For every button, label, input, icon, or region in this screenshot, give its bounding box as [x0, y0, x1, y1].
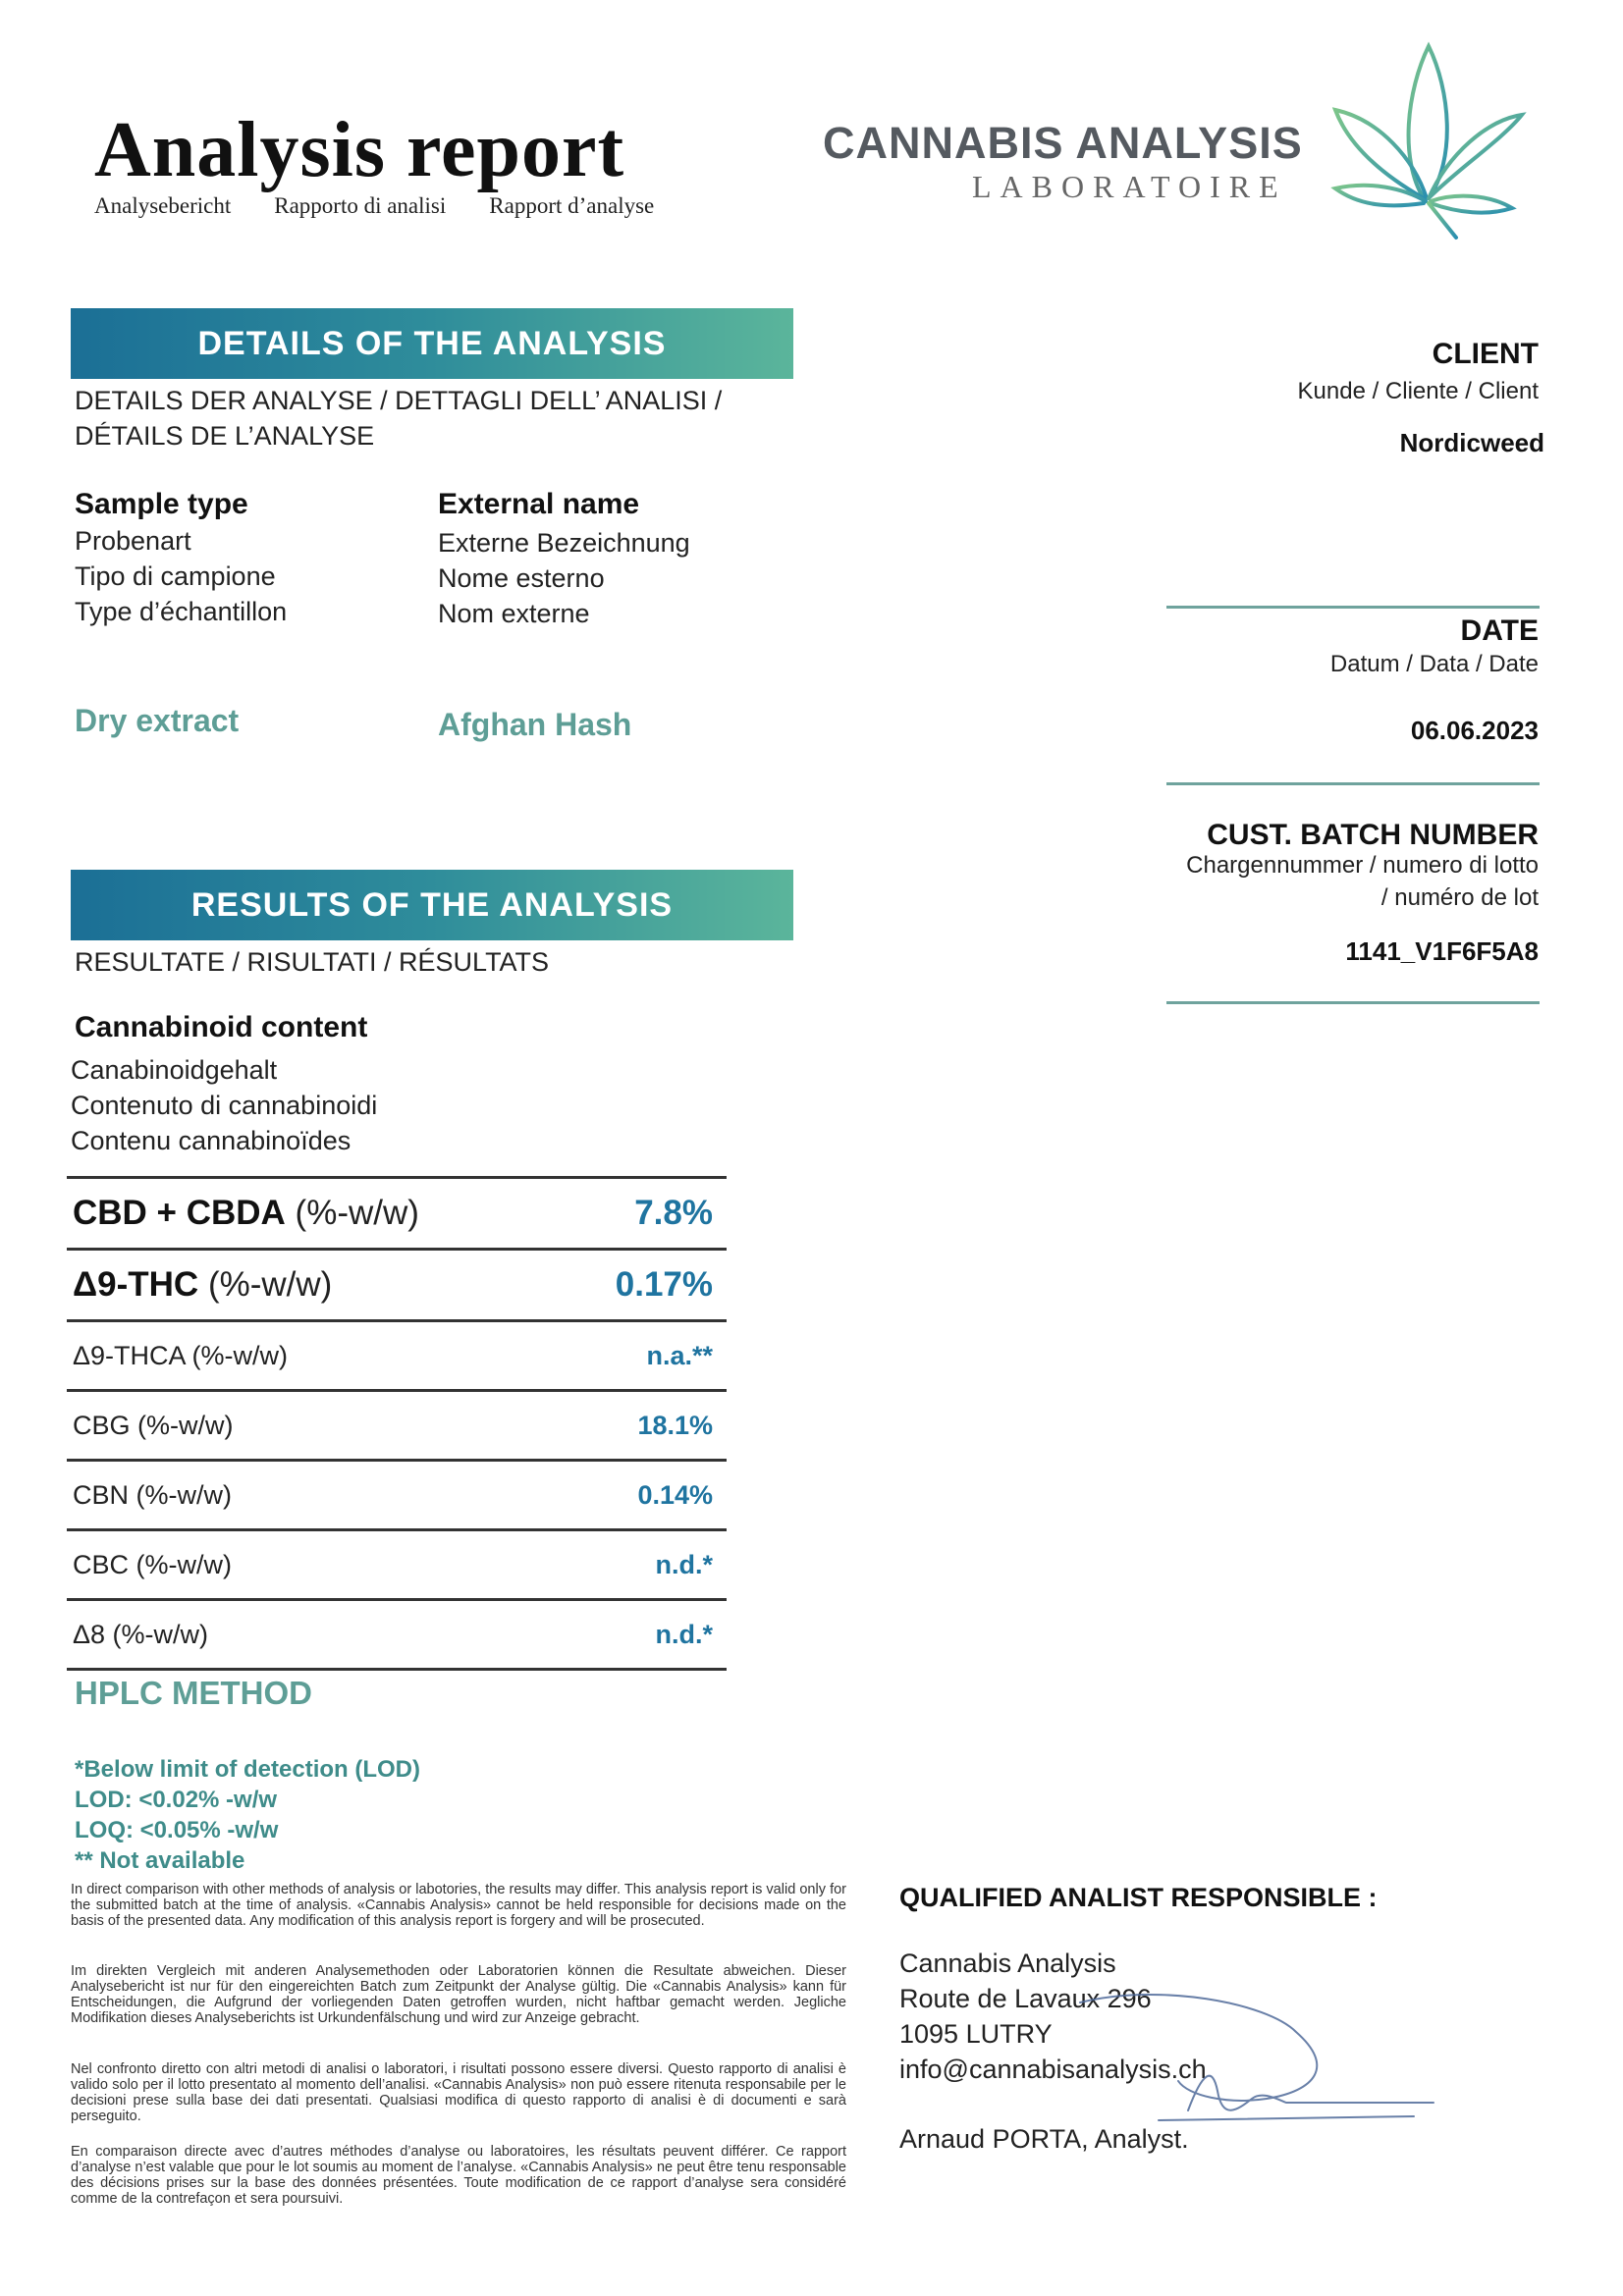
result-value: n.d.*	[550, 1530, 727, 1600]
external-name-de: Externe Bezeichnung	[438, 528, 690, 558]
table-row	[67, 1530, 727, 1600]
result-value: 0.17%	[550, 1250, 727, 1321]
disclaimer-de: Im direkten Vergleich mit anderen Analysemethoden oder Laboratorien können die Resultate abweichen. Dieser Analysebericht ist nur für den eingereichten Batch zum Zeitpunkt der Analyse gültig. Die «Cannabis Analysis» kann für Entscheidungen, die Aufgrund der vorliegenden Daten getroffen wurden, nicht haftbar gemacht werden. Jegliche Modifikation dieses Analyseberichts ist Urkundenfälschung und wird zur Anzeige gebracht.	[71, 1963, 846, 2026]
email-link[interactable]: info@cannabisanalysis.ch	[899, 2055, 1207, 2084]
client-subtitle: Kunde / Cliente / Client	[1297, 378, 1539, 404]
sample-type-value: Dry extract	[75, 703, 240, 738]
external-name-value: Afghan Hash	[438, 707, 632, 742]
date-subtitle: Datum / Data / Date	[1329, 651, 1539, 677]
date-value: 06.06.2023	[1410, 716, 1539, 745]
details-subtitle-line2: DÉTAILS DE L’ANALYSE	[75, 421, 375, 451]
responsible-heading: QUALIFIED ANALIST RESPONSIBLE :	[899, 1883, 1378, 1912]
disclaimer-fr: En comparaison directe avec d’autres méthodes d’analyse ou laboratoires, les résultats peuvent différer. Ce rapport d’analyse n’est valable que pour le lot soumis au moment de l’analyse. «Cannabis Analysis» ne peut être tenu responsable des décisions prises sur la base des données présentées. Toute modification de ce rapport d’analyse sera considéré comme de la contrefaçon et sera poursuivi.	[71, 2144, 846, 2207]
sample-type-it: Tipo di campione	[75, 561, 276, 591]
divider	[1166, 1001, 1540, 1004]
address-line: 1095 LUTRY	[899, 2019, 1053, 2049]
result-value: n.d.*	[550, 1600, 727, 1670]
sample-type-fr: Type d’échantillon	[75, 597, 288, 626]
subtitle-de: Analysebericht	[94, 193, 232, 218]
address-line: Route de Lavaux 296	[899, 1984, 1152, 2013]
details-banner: DETAILS OF THE ANALYSIS	[71, 308, 793, 379]
result-label: Δ9-THC (%-w/w)	[67, 1250, 550, 1321]
client-value: Nordicweed	[1399, 428, 1544, 457]
cannabinoid-heading: Cannabinoid content	[75, 1011, 368, 1043]
table-row	[67, 1600, 727, 1670]
disclaimer-it: Nel confronto diretto con altri metodi di analisi o laboratori, i risultati possono essere diversi. Questo rapporto di analisi è valido solo per il lotto presentato al momento dell’analisi. «Cannabis Analysis» non può essere ritenuta responsabile per le decisioni prese sulla base dei dati presentati. Qualsiasi modifica di questo rapporto di analisi è di documenti e sarà perseguito.	[71, 2061, 846, 2124]
external-name-heading: External name	[438, 488, 640, 520]
cannabinoid-fr: Contenu cannabinoïdes	[71, 1126, 352, 1155]
method-label: HPLC METHOD	[75, 1675, 312, 1711]
result-label: Δ9-THCA (%-w/w)	[67, 1321, 550, 1391]
details-subtitle-line1: DETAILS DER ANALYSE / DETTAGLI DELL’ ANALISI /	[75, 386, 723, 415]
table-row	[67, 1321, 727, 1391]
report-subtitles	[94, 193, 654, 219]
client-title: CLIENT	[1432, 338, 1539, 370]
note-lod: LOD: <0.02% -w/w	[75, 1787, 278, 1813]
report-title: Analysis report	[94, 107, 625, 193]
brand-name: CANNABIS ANALYSIS	[823, 118, 1303, 168]
note-lod-definition: *Below limit of detection (LOD)	[75, 1756, 420, 1783]
external-name-fr: Nom externe	[438, 599, 590, 628]
result-value: 18.1%	[550, 1391, 727, 1461]
sample-type-heading: Sample type	[75, 488, 248, 520]
divider	[1166, 782, 1540, 785]
batch-title: CUST. BATCH NUMBER	[1207, 819, 1539, 851]
result-label: CBC (%-w/w)	[67, 1530, 550, 1600]
disclaimer-en: In direct comparison with other methods of analysis or labotories, the results may differ. This analysis report is valid only for the submitted batch at the time of analysis. «Cannabis Analysis» cannot be held responsible for decisions made on the basis of the presented data. Any modification of this analysis report is forgery and will be prosecuted.	[71, 1882, 846, 1929]
subtitle-fr: Rapport d’analyse	[489, 193, 655, 218]
sample-type-de: Probenart	[75, 526, 191, 556]
table-row	[67, 1250, 727, 1321]
address-line: Cannabis Analysis	[899, 1949, 1116, 1978]
result-value: n.a.**	[550, 1321, 727, 1391]
table-row	[67, 1178, 727, 1250]
batch-subtitle-line1: Chargennummer / numero di lotto	[1186, 852, 1539, 879]
result-label: CBN (%-w/w)	[67, 1461, 550, 1530]
signer-name: Arnaud PORTA, Analyst.	[899, 2124, 1189, 2154]
cannabis-leaf-icon	[1330, 41, 1527, 247]
results-subtitle: RESULTATE / RISULTATI / RÉSULTATS	[75, 947, 550, 977]
brand-tagline: LABORATOIRE	[972, 169, 1287, 204]
table-row	[67, 1391, 727, 1461]
result-label: CBD + CBDA (%-w/w)	[67, 1178, 550, 1250]
result-value: 7.8%	[550, 1178, 727, 1250]
result-value: 0.14%	[550, 1461, 727, 1530]
signature-scribble	[1041, 1973, 1453, 2150]
detection-notes	[75, 1754, 420, 1876]
table-row	[67, 1461, 727, 1530]
batch-subtitle-line2: / numéro de lot	[1380, 884, 1539, 911]
note-not-available: ** Not available	[75, 1847, 245, 1874]
subtitle-it: Rapporto di analisi	[274, 193, 447, 218]
note-loq: LOQ: <0.05% -w/w	[75, 1817, 279, 1843]
batch-value: 1141_V1F6F5A8	[1345, 936, 1539, 966]
external-name-it: Nome esterno	[438, 563, 605, 593]
result-label: CBG (%-w/w)	[67, 1391, 550, 1461]
results-table	[67, 1176, 727, 1671]
cannabinoid-de: Canabinoidgehalt	[71, 1055, 278, 1085]
result-label: Δ8 (%-w/w)	[67, 1600, 550, 1670]
results-banner: RESULTS OF THE ANALYSIS	[71, 870, 793, 940]
cannabinoid-it: Contenuto di cannabinoidi	[71, 1091, 378, 1120]
date-title: DATE	[1460, 614, 1539, 647]
divider	[1166, 606, 1540, 609]
